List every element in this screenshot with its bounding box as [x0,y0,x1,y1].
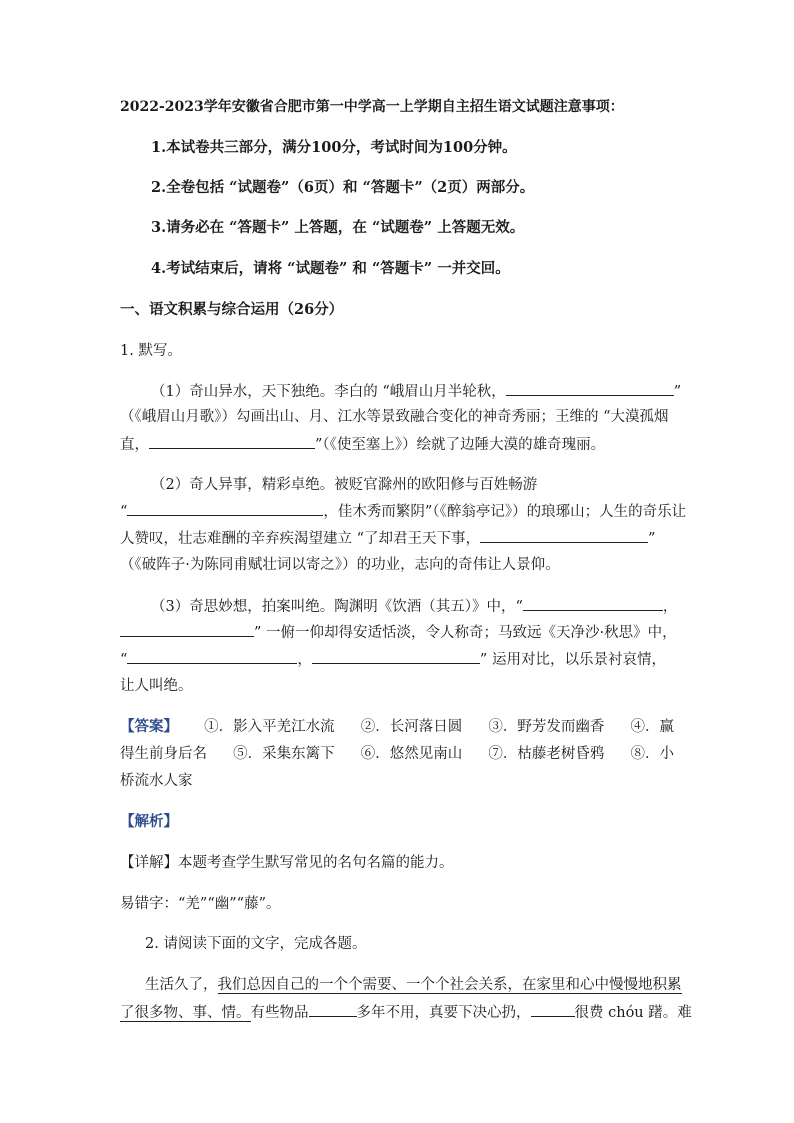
answer-item: 得生前身后名 [120,746,207,762]
answer-line-1 [120,717,674,737]
q1-part3-text: （3）奇思妙想，拍案叫绝。陶渊明《饮酒（其五）》中，“ [151,599,523,615]
notice-3: 3.请务必在 “答题卡” 上答题，在 “试题卷” 上答题无效。 [151,219,525,236]
notice-2: 2.全卷包括 “试题卷”（6页）和 “答题卡”（2页）两部分。 [151,179,535,196]
fill-blank [127,501,323,516]
error-prone-chars: 易错字：“羌”“幽”“藤”。 [120,896,281,912]
q1-part1-text: ”（《使至塞上》）绘就了边陲大漠的雄奇瑰丽。 [315,437,606,453]
comma: ， [662,599,678,615]
notice-1: 1.本试卷共三部分，满分100分，考试时间为100分钟。 [151,139,517,156]
answer-item: ⑦．枯藤老树昏鸦 [488,746,605,762]
answer-item: ④．赢 [630,719,674,735]
fill-blank [309,1002,357,1017]
analysis-detail: 【详解】本题考查学生默写常见的名句名篇的能力。 [120,855,454,871]
quote-open: “ [120,504,128,520]
q1-part3-line2 [120,622,675,643]
answer-item: ③．野芳发而幽香 [488,719,605,735]
question-2-label: 2. 请阅读下面的文字，完成各题。 [145,936,367,952]
q1-part1-line2: （《峨眉山月歌》）勾画出山、月、江水等景致融合变化的神奇秀丽；王维的 “大漠孤烟 [120,409,669,425]
notice-4: 4.考试结束后，请将 “试题卷” 和 “答题卡” 一并交回。 [151,260,510,277]
fill-blank [531,1002,575,1017]
answer-line-3: 桥流水人家 [120,773,193,789]
q1-part3-line4: 让人叫绝。 [120,678,193,694]
q1-part2-line4: （《破阵子·为陈同甫赋壮词以寄之》）的功业，志向的奇伟让人景仰。 [120,557,560,573]
passage-text: 多年不用，真要下决心扔， [356,1005,531,1021]
q1-part3-line3 [120,649,675,670]
q1-part3-line1 [151,596,678,617]
fill-blank [312,649,480,664]
quote-close: ” [648,531,656,547]
answer-item: ①．影入平羌江水流 [204,719,335,735]
passage-text: 很费 chóu 躇。难 [574,1005,692,1021]
answer-item: ②．长河落日圆 [360,719,463,735]
passage-text: 生活久了， [145,977,218,993]
question-1-label: 1. 默写。 [120,343,182,359]
q1-part3-text: ” 运用对比，以乐景衬哀情， [479,652,666,668]
fill-blank [506,381,674,396]
q1-part2-text: 人赞叹，壮志难酬的辛弃疾渴望建立 “了却君王天下事， [120,531,481,547]
underlined-sentence: 我们总因自己的一个个需要、一个个社会关系，在家里和心中慢慢地积累 [217,977,682,993]
comma: ， [297,652,312,668]
q2-passage-line2 [120,1002,692,1023]
section-heading: 一、语文积累与综合运用（26分） [120,301,344,318]
analysis-tag: 【解析】 [120,813,178,830]
answer-item: ⑧．小 [630,746,674,762]
fill-blank [523,596,663,611]
q1-part1-text: （1）奇山异水，天下独绝。李白的 “峨眉山月半轮秋， [151,384,506,400]
q1-part2-line1: （2）奇人异事，精彩卓绝。被贬官滁州的欧阳修与百姓畅游 [151,477,538,493]
fill-blank [149,434,315,449]
fill-blank [480,528,648,543]
q1-part3-text: ” 一俯一仰却得安适恬淡，令人称奇；马致远《天净沙·秋思》中， [254,625,677,641]
passage-text: 有些物品 [250,1005,309,1021]
quote-open: “ [120,652,128,668]
q1-part1-text: 直， [120,437,149,453]
fill-blank [127,649,297,664]
answer-line-2 [120,744,674,764]
answer-item: ⑤．采集东篱下 [233,746,335,762]
answer-tag: 【答案】 [120,718,178,735]
quote-close: ” [673,384,682,400]
q1-part1-line3 [120,434,675,455]
q1-part2-text: ，佳木秀而繁阴”（《醉翁亭记》）的琅琊山；人生的奇乐让 [323,504,687,520]
page-title: 2022-2023学年安徽省合肥市第一中学高一上学期自主招生语文试题注意事项： [120,99,624,115]
q2-passage-line1 [145,975,682,995]
answer-item: ⑥．悠然见南山 [360,746,463,762]
q1-part2-line2 [120,501,687,522]
q1-part2-line3 [120,528,675,549]
underlined-sentence: 了很多物、事、情。 [120,1005,251,1021]
fill-blank [120,622,254,637]
q1-part1-line1 [151,381,682,402]
